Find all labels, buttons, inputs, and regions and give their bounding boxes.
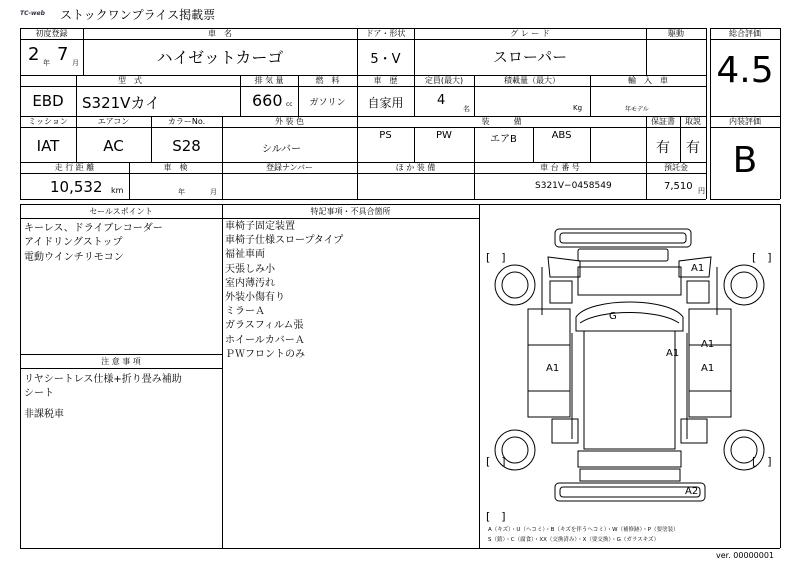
list-item: リヤシートレス仕様+折り畳み補助 xyxy=(24,374,182,385)
header-manual: 取説 xyxy=(685,117,701,126)
warranty: 有 xyxy=(656,140,670,156)
front-right-wheel-shape xyxy=(724,265,764,305)
header-other-equip: ほ か 装 備 xyxy=(395,163,436,172)
list-item: 非課税車 xyxy=(24,408,64,420)
caution-list xyxy=(24,373,182,422)
bracket-top-left: [ ] xyxy=(486,251,506,264)
equip-pw: PW xyxy=(436,130,452,141)
header-car-name: 車 名 xyxy=(208,29,232,38)
mark-a1-right-1: A1 xyxy=(701,339,715,350)
color-no: S28 xyxy=(172,137,201,155)
mark-a1-front-right: A1 xyxy=(691,263,705,274)
sales-header: セールスポイント xyxy=(89,207,153,216)
usage: 自家用 xyxy=(367,96,404,110)
car-name: ハイゼットカーゴ xyxy=(156,48,284,67)
header-equip: 装 備 xyxy=(481,117,522,126)
header-first-reg: 初度登録 xyxy=(35,29,68,38)
bracket-rear-left: [ ] xyxy=(486,510,506,523)
header-exterior: 外 装 色 xyxy=(274,117,305,126)
exterior-color: シルバー xyxy=(262,144,302,155)
header-usage: 車 歴 xyxy=(373,76,398,85)
mark-a1-left: A1 xyxy=(546,363,560,374)
front-bumper-shape xyxy=(555,229,691,261)
header-fuel: 燃 料 xyxy=(315,76,340,85)
seats: 4 xyxy=(437,93,446,108)
chassis-number: S321V−0458549 xyxy=(535,181,612,191)
mission: IAT xyxy=(36,137,60,155)
door-type: 5・V xyxy=(370,52,401,67)
header-load: 積載量（最大） xyxy=(504,76,560,85)
inspection-year-unit: 年 xyxy=(178,188,185,196)
equip-ps: PS xyxy=(379,130,392,141)
list-item: 福祉車両 xyxy=(225,249,265,261)
special-header: 特記事項・不具合箇所 xyxy=(310,207,391,216)
recycle-fee: 7,510 xyxy=(664,181,693,192)
damage-legend-line-2: S（錆）・C（腐食）・XX（交換済み）・X（要交換）・G（ガラスキズ） xyxy=(488,537,660,543)
header-warranty: 保証書 xyxy=(651,117,675,126)
list-item: ホイールカバーＡ xyxy=(225,334,305,346)
overall-score: 4.5 xyxy=(716,50,774,91)
mark-a1-center: A1 xyxy=(666,348,680,359)
displacement-unit: cc xyxy=(286,101,293,108)
list-item: 車椅子固定装置 xyxy=(225,221,295,232)
rear-bumper-shape xyxy=(555,469,705,501)
equip-abs: ABS xyxy=(551,130,572,141)
list-item: 室内薄汚れ xyxy=(225,277,275,289)
header-displacement: 排 気 量 xyxy=(254,76,284,85)
site-logo: TC-web xyxy=(20,10,45,17)
import-sub: 年モデル xyxy=(625,106,649,113)
list-item: 電動ウインチリモコン xyxy=(24,251,124,263)
car-body-shape xyxy=(528,257,731,467)
mark-a2-rear: A2 xyxy=(685,486,699,497)
header-capacity: 定員(最大) xyxy=(424,76,464,85)
mileage-unit: km xyxy=(111,186,124,195)
sales-point-list xyxy=(24,222,163,265)
seats-unit: 名 xyxy=(463,105,470,113)
fuel: ガソリン xyxy=(309,98,346,108)
header-overall: 総合評価 xyxy=(729,29,761,38)
header-grade: グ レ ー ド xyxy=(510,29,550,38)
mark-glass-g: G xyxy=(609,311,617,322)
list-item: ガラスフィルム張 xyxy=(225,320,304,332)
header-model: 型 式 xyxy=(118,76,142,85)
header-recycle: 預託金 xyxy=(664,163,688,172)
first-reg-month: 7 xyxy=(57,44,69,65)
bracket-top-right: [ ] xyxy=(752,251,772,264)
list-item: 天張しみ小 xyxy=(225,263,275,275)
list-item: シート xyxy=(24,388,54,400)
first-reg-year: 2 xyxy=(28,44,40,65)
special-notes-list xyxy=(225,220,343,362)
inspection-month-unit: 月 xyxy=(210,188,217,196)
header-chassis: 車 台 番 号 xyxy=(540,163,580,172)
bracket-bottom-right: [ ] xyxy=(752,455,772,468)
list-item: ミラーＡ xyxy=(225,306,265,318)
header-drive: 駆動 xyxy=(668,29,684,38)
bracket-bottom-left: [ ] xyxy=(486,455,506,468)
header-mileage: 走 行 距 離 xyxy=(54,163,95,172)
front-left-wheel-shape xyxy=(495,265,535,305)
displacement-value: 660 xyxy=(252,91,283,110)
header-aircon: エアコン xyxy=(97,117,130,126)
list-item: アイドリングストップ xyxy=(24,237,123,249)
header-inspection: 車 検 xyxy=(163,163,188,172)
notes-header: 注 意 事 項 xyxy=(101,357,141,366)
header-import: 輸 入 車 xyxy=(628,76,668,85)
manual: 有 xyxy=(686,140,700,156)
header-color-no: カラーNo. xyxy=(167,117,206,126)
interior-score: B xyxy=(732,140,758,181)
mark-a1-right-2: A1 xyxy=(701,363,715,374)
equip-airbag: エアB xyxy=(490,134,517,145)
page-title: ストックワンプライス掲載票 xyxy=(60,8,216,22)
recycle-unit: 円 xyxy=(698,187,705,195)
list-item: キーレス、ドライブレコーダー xyxy=(24,223,163,234)
car-damage-diagram xyxy=(480,205,779,547)
list-item: 車椅子仕様スロープタイプ xyxy=(225,235,344,247)
model-code: S321Vカイ xyxy=(82,94,160,112)
header-plate: 登録ナンバー xyxy=(265,163,314,172)
header-mission: ミッション xyxy=(28,117,68,126)
aircon: AC xyxy=(103,137,124,155)
first-reg-year-unit: 年 xyxy=(43,59,50,67)
load-unit: Kg xyxy=(573,104,583,112)
mileage: 10,532 xyxy=(50,178,103,196)
version-label: ver. 00000001 xyxy=(716,551,775,560)
grade: スローパー xyxy=(492,48,568,66)
model-prefix: EBD xyxy=(32,92,64,110)
header-interior: 内装評価 xyxy=(729,117,761,126)
list-item: 外装小傷有り xyxy=(225,292,285,304)
first-reg-month-unit: 月 xyxy=(72,59,79,67)
list-item: ＰＷフロントのみ xyxy=(225,348,305,360)
damage-legend-line-1: A（キズ）・U（ヘコミ）・B（キズを伴うヘコミ）・W（補修跡）・P（要塗装） xyxy=(488,527,679,533)
header-door-type: ドア・形状 xyxy=(365,29,406,38)
